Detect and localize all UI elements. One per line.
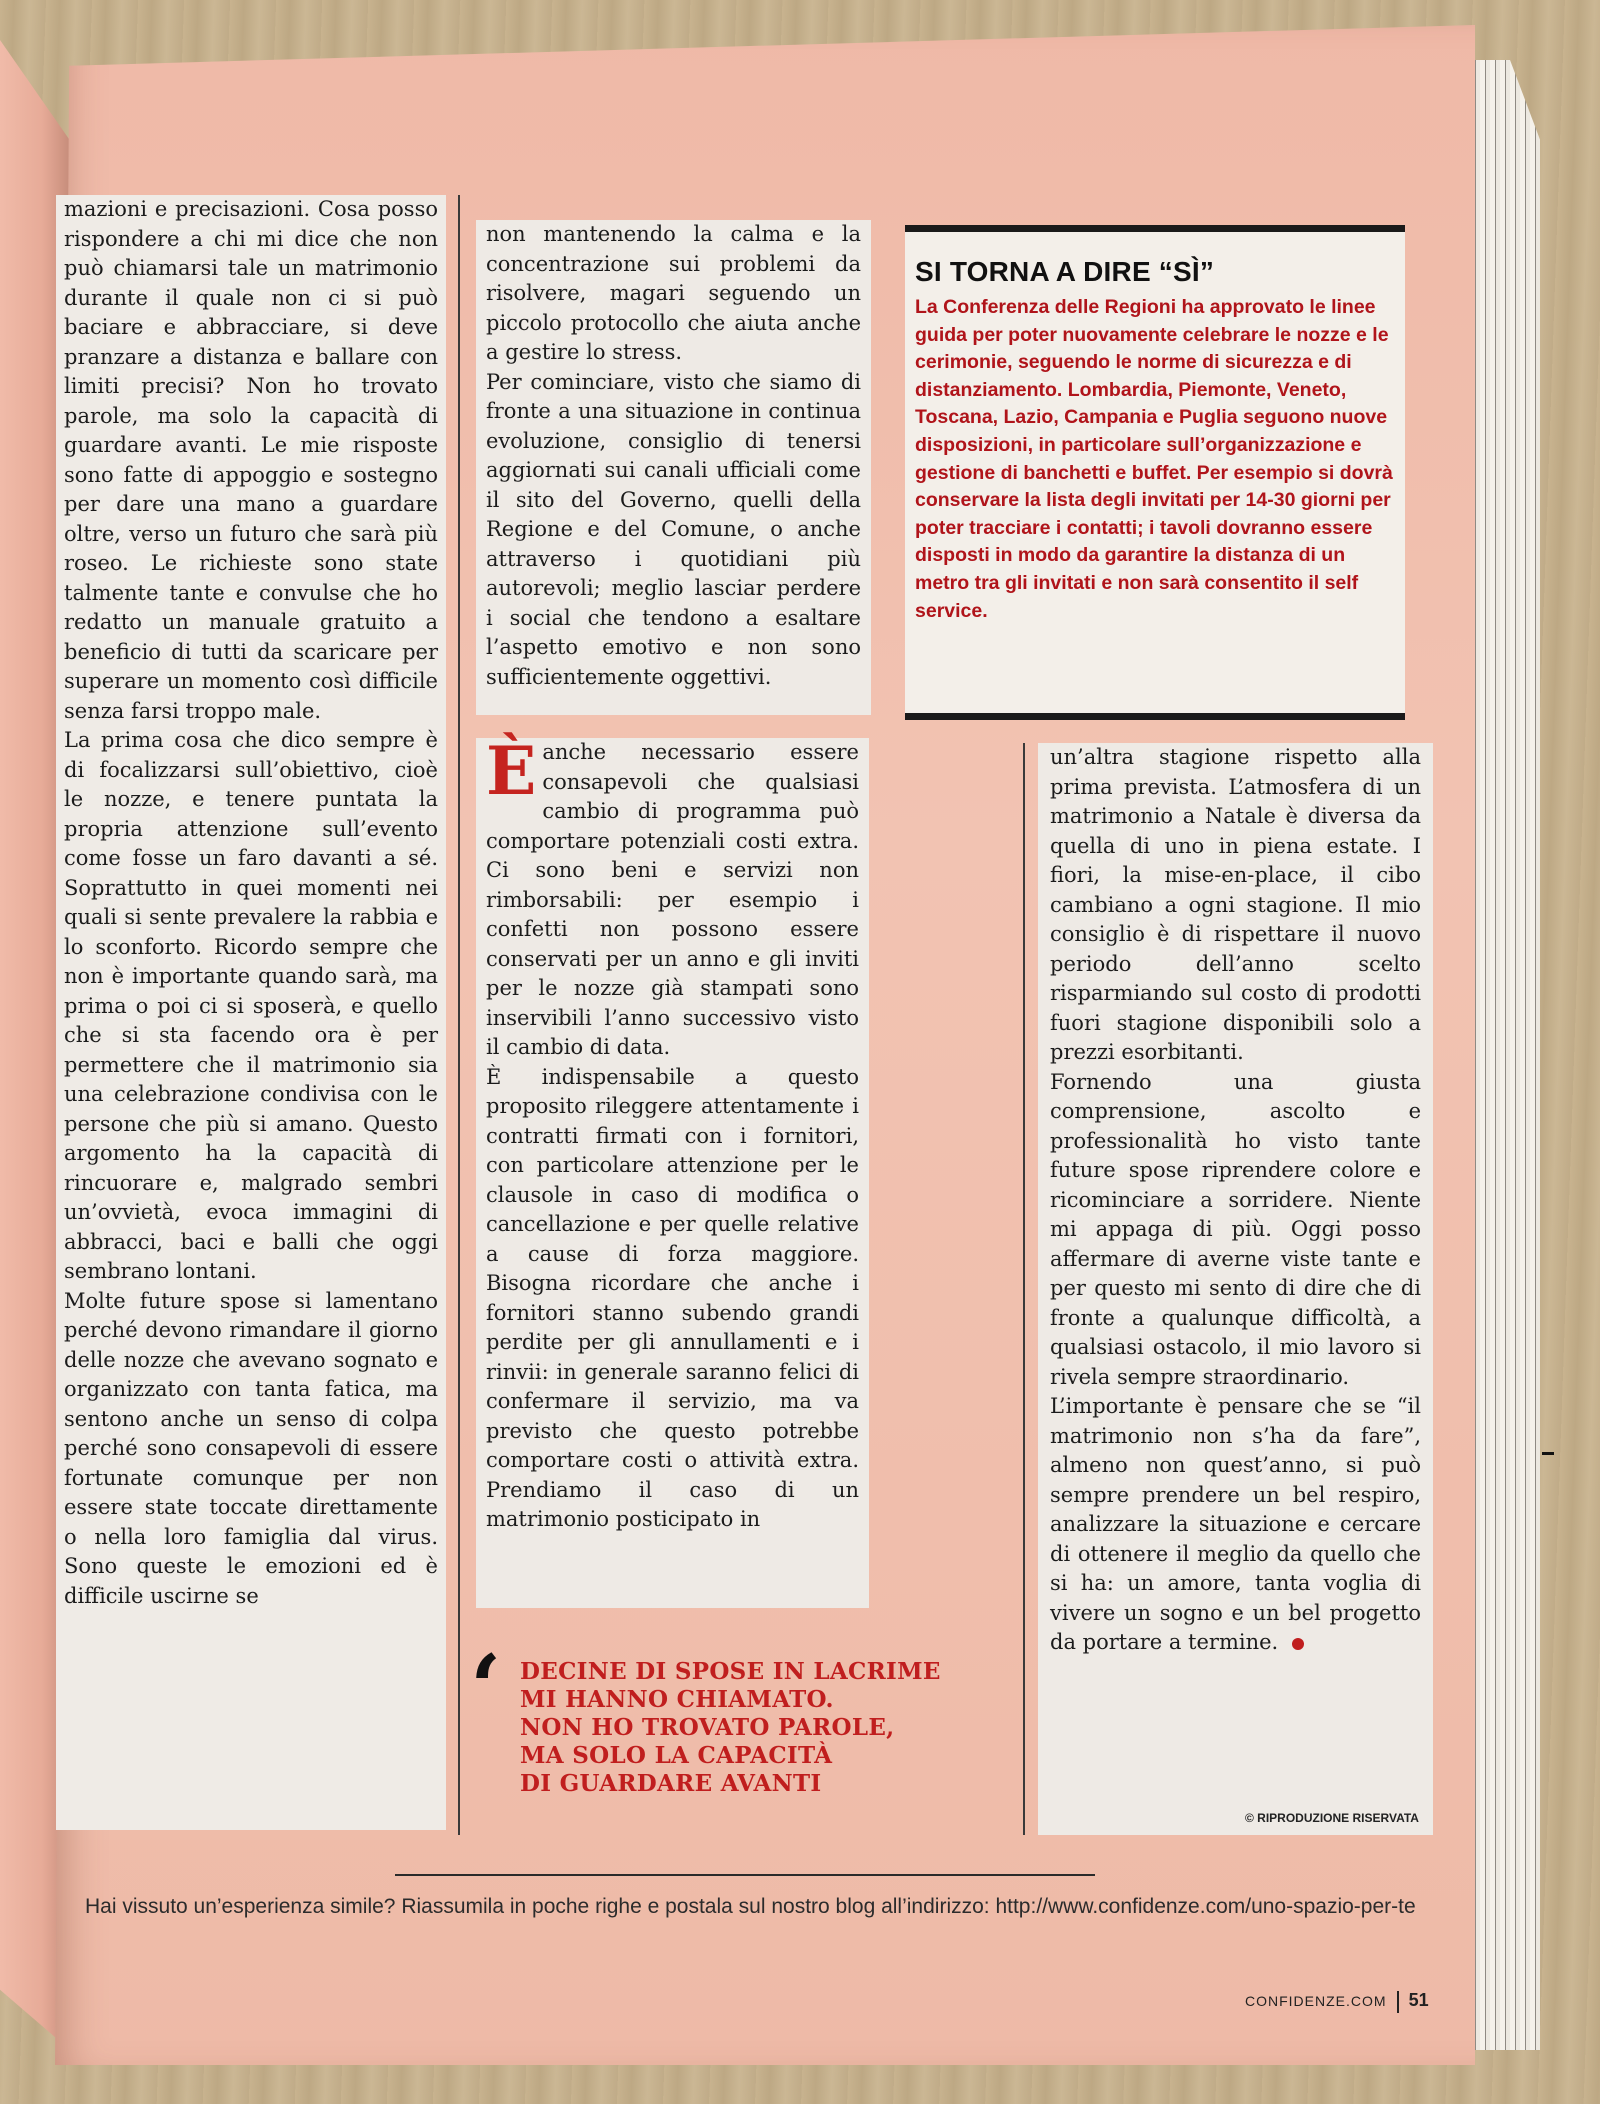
pull-quote-line: NON HO TROVATO PAROLE, — [520, 1714, 895, 1741]
article-column-3 — [1038, 743, 1433, 1835]
footer-note: Hai vissuto un’esperienza simile? Riassumila in poche righe e postala sul nostro blog all’indirizzo: http://www.confidenze.com/uno-spazio-per-te — [85, 1895, 1416, 1918]
article-column-1 — [56, 195, 446, 1830]
sidebar-box — [905, 225, 1405, 720]
folio-separator — [1397, 1991, 1399, 2013]
paragraph: La prima cosa che dico sempre è di focalizzarsi sull’obiettivo, cioè le nozze, e tenere puntata la propria attenzione sull’evento come fosse un faro davanti a sé. Soprattutto in quei momenti nei quali si sente prevalere la rabbia e lo sconforto. Ricordo sempre che non è importante quando sarà, ma prima o poi ci si sposerà, e quello che si sta facendo ora è per permettere che il matrimonio sia una celebrazione condivisa con le persone che più si amano. Questo argomento ha la capacità di rincuorare e, malgrado sembri un’ovvietà, evoca immagini di abbracci, baci e balli che oggi sembrano lontani. — [64, 728, 438, 1283]
paragraph: Fornendo una giusta comprensione, ascolto e professionalità ho visto tante future spose riprendere colore e ricominciare a sorridere. Niente mi appaga di più. Oggi posso affermare di averne viste tante e per questo mi sento di dire che di fronte a qualunque difficoltà, a qualsiasi ostacolo, il mio lavoro si rivela sempre straordinario. — [1050, 1069, 1421, 1389]
folio-site: CONFIDENZE.COM — [1245, 1993, 1387, 2009]
paragraph: un’altra stagione rispetto alla prima prevista. L’atmosfera di un matrimonio a Natale è diversa da quella di uno in piena estate. I fiori, la mise-en-place, il cibo cambiano a ogni stagione. Il mio consiglio è di rispettare il nuovo periodo dell’anno scelto risparmiando sul costo di prodotti fuori stagione disponibili solo a prezzi esorbitanti. — [1050, 745, 1421, 1064]
folio — [1245, 1990, 1429, 2013]
paragraph — [1050, 1392, 1421, 1658]
paragraph: Per cominciare, visto che siamo di fronte a una situazione in continua evoluzione, consiglio di tenersi aggiornati sui canali ufficiali come il sito del Governo, quelli della Regione e del Comune, o anche attraverso i quotidiani più autorevoli; meglio lasciar perdere i social che tendono a esaltare l’aspetto emotivo e non sono sufficientemente oggettivi. — [486, 369, 861, 689]
paragraph-with-dropcap — [486, 732, 859, 1063]
pull-quote-line: MI HANNO CHIAMATO. — [520, 1686, 834, 1713]
pull-quote-line: DECINE DI SPOSE IN LACRIME — [520, 1658, 941, 1685]
page-number: 51 — [1408, 1990, 1429, 2010]
sidebar-box-body: La Conferenza delle Regioni ha approvato le linee guida per poter nuovamente celebrare le nozze e le cerimonie, seguendo le norme di sicurezza e di distanziamento. Lombardia, Piemonte, Veneto, Toscana, Lazio, Campania e Puglia seguono nuove disposizioni, in particolare sull’organizzazione e gestione di banchetti e buffet. Per esempio si dovrà conservare la lista degli invitati per 14-30 giorni per poter tracciare i contatti; i tavoli dovranno essere disposti in modo da garantire la distanza di un metro tra gli invitati e non sarà consentito il self service. — [915, 296, 1393, 622]
paragraph: Molte future spose si lamentano perché devono rimandare il giorno delle nozze che avevano sognato e organizzato con tanta fatica, ma sentono anche un senso di colpa perché sono consapevoli di essere fortunate comunque per non essere state toccate direttamente o nella loro famiglia dal virus. Sono queste le emozioni ed è difficile uscirne se — [64, 1288, 438, 1608]
copyright-notice: © RIPRODUZIONE RISERVATA — [1245, 1811, 1419, 1825]
paragraph: mazioni e precisazioni. Cosa posso rispondere a chi mi dice che non può chiamarsi tale un matrimonio durante il quale non ci si può baciare e abbracciare, si deve pranzare a distanza e ballare con limiti precisi? Non ho trovato parole, ma solo la capacità di guardare avanti. Le mie risposte sono fatte di appoggio e sostegno per dare una mano a guardare oltre, verso un futuro che sarà più roseo. Le richieste sono state talmente tante e convulse che ho redatto un manuale gratuito a beneficio di tutti da scaricare per superare un momento così difficile senza farsi troppo male. — [64, 197, 438, 723]
paragraph-text: L’importante è pensare che se “il matrimonio non s’ha da fare”, almeno non quest’anno, si può sempre prendere un bel respiro, analizzare la situazione e cercare di ottenere il meglio da quello che si ha: un amore, tanta voglia di vivere un sogno e un bel progetto da portare a termine. — [1050, 1394, 1421, 1654]
article-column-2-top — [476, 220, 871, 715]
paragraph-text: anche necessario essere consapevoli che qualsiasi cambio di programma può comportare potenziali costi extra. Ci sono beni e servizi non rimborsabili: per esempio i confetti non possono essere conservati per un anno e gli inviti per le nozze già stampati sono inservibili l’anno successivo visto il cambio di data. — [486, 740, 859, 1059]
drop-cap: È — [486, 732, 537, 810]
column-divider — [458, 195, 460, 1835]
pull-quote-line: DI GUARDARE AVANTI — [520, 1770, 822, 1797]
footer-rule — [395, 1874, 1095, 1876]
sidebar-box-title: SI TORNA A DIRE “SÌ” — [915, 256, 1215, 287]
quote-mark-icon: ‘ — [470, 1635, 502, 1741]
end-of-article-dot-icon — [1292, 1638, 1304, 1650]
article-column-2-bottom — [476, 732, 869, 1608]
pull-quote-lines — [520, 1658, 941, 1798]
pull-quote-line: MA SOLO LA CAPACITÀ — [520, 1742, 833, 1769]
page-edge-mark — [1542, 1452, 1554, 1455]
paragraph: È indispensabile a questo proposito rileggere attentamente i contratti firmati con i fornitori, con particolare attenzione per le clausole in caso di modifica o cancellazione e per quelle relative a cause di forza maggiore. Bisogna ricordare che anche i fornitori stanno subendo grandi perdite per gli annullamenti e i rinvii: in generale saranno felici di confermare il servizio, ma va previsto che questo potrebbe comportare costi o attività extra. Prendiamo il caso di un matrimonio posticipato in — [486, 1064, 859, 1531]
column-divider — [1023, 743, 1025, 1835]
paragraph: non mantenendo la calma e la concentrazione sui problemi da risolvere, magari seguendo un piccolo protocollo che aiuta anche a gestire lo stress. — [486, 222, 861, 364]
